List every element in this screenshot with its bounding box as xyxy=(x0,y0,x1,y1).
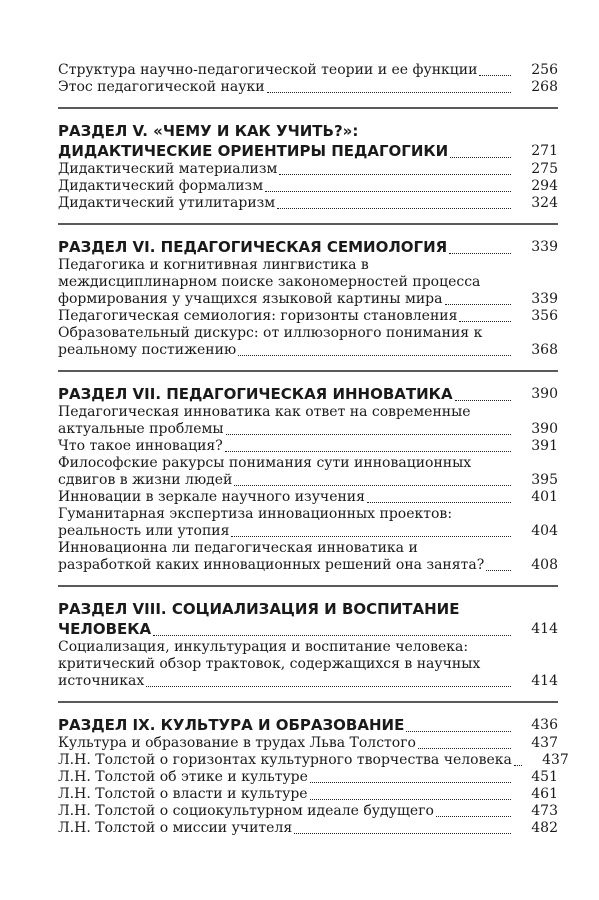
dot-leader xyxy=(234,484,511,486)
toc-entry[interactable] xyxy=(58,308,558,325)
section-heading[interactable] xyxy=(58,599,558,639)
section-title-line: РАЗДЕЛ IX. КУЛЬТУРА И ОБРАЗОВАНИЕ xyxy=(58,716,405,734)
page-number: 268 xyxy=(531,79,558,95)
section-divider xyxy=(58,107,558,109)
page-number: 390 xyxy=(531,386,558,402)
entry-row xyxy=(58,342,558,359)
entry-title-line: Социализация, инкультурация и воспитание человека: xyxy=(58,639,469,655)
toc-entry[interactable] xyxy=(58,786,558,803)
entry-title-line: Дидактический формализм xyxy=(58,178,264,194)
entry-title-line: Философские ракурсы понимания сути инновационных xyxy=(58,455,472,471)
dot-leader xyxy=(310,781,511,783)
dot-leader xyxy=(226,433,511,435)
section-divider xyxy=(58,223,558,225)
page-number: 275 xyxy=(531,161,558,177)
section-title-line: РАЗДЕЛ VIII. СОЦИАЛИЗАЦИЯ И ВОСПИТАНИЕ xyxy=(58,600,460,618)
entry-row xyxy=(58,195,558,212)
entry-title-line: реальному постижению xyxy=(58,342,237,358)
entry-row xyxy=(58,79,558,96)
page-number: 271 xyxy=(531,143,558,159)
entry-title-line: Л.Н. Толстой о миссии учителя xyxy=(58,820,293,836)
entry-title-line: междисциплинарном поиске закономерностей процесса xyxy=(58,274,481,290)
dot-leader xyxy=(367,501,511,503)
toc-entry[interactable] xyxy=(58,820,558,837)
section-divider xyxy=(58,370,558,372)
entry-row xyxy=(58,421,558,438)
toc-entry[interactable] xyxy=(58,752,569,769)
page-number: 324 xyxy=(531,195,558,211)
entry-row xyxy=(58,62,558,79)
entry-title-line: реальность или утопия xyxy=(58,523,230,539)
toc-entry[interactable] xyxy=(58,735,558,752)
dot-leader xyxy=(514,764,522,766)
toc-entry[interactable] xyxy=(58,79,558,96)
entry-row xyxy=(58,523,558,540)
entry-title-line: сдвигов в жизни людей xyxy=(58,472,233,488)
dot-leader xyxy=(294,832,511,834)
section-title-row xyxy=(58,384,558,404)
section-title-line: ДИДАКТИЧЕСКИЕ ОРИЕНТИРЫ ПЕДАГОГИКИ xyxy=(58,142,449,160)
entry-title-line: Дидактический материализм xyxy=(58,161,278,177)
entry-row xyxy=(58,820,558,837)
entry-row xyxy=(58,557,558,574)
section-title-row xyxy=(58,237,558,257)
entry-title-line: источниках xyxy=(58,673,145,689)
dot-leader xyxy=(436,815,511,817)
entry-row xyxy=(58,489,558,506)
page-number: 408 xyxy=(531,557,558,573)
entry-row xyxy=(58,161,558,178)
dot-leader xyxy=(231,535,511,537)
section-title-row xyxy=(58,619,558,639)
section-title-line: РАЗДЕЛ VII. ПЕДАГОГИЧЕСКАЯ ИННОВАТИКА xyxy=(58,385,453,403)
entry-title-line: Этос педагогической науки xyxy=(58,79,265,95)
entry-title-line: Педагогическая инноватика как ответ на современные xyxy=(58,404,471,420)
dot-leader xyxy=(146,685,511,687)
entry-title-line: Образовательный дискурс: от иллюзорного понимания к xyxy=(58,325,483,341)
section-title-row xyxy=(58,141,558,161)
dot-leader xyxy=(406,730,511,732)
toc-entry[interactable] xyxy=(58,803,558,820)
dot-leader xyxy=(445,303,512,305)
dot-leader xyxy=(450,156,511,158)
page-number: 482 xyxy=(531,820,558,836)
toc-entry[interactable] xyxy=(58,195,558,212)
toc-entry[interactable] xyxy=(58,769,558,786)
page-number: 437 xyxy=(542,752,569,768)
section-divider xyxy=(58,585,558,587)
toc-entry[interactable] xyxy=(58,161,558,178)
dot-leader xyxy=(279,173,511,175)
page-number: 391 xyxy=(531,438,558,454)
toc-entry[interactable] xyxy=(58,489,558,506)
page-number: 404 xyxy=(531,523,558,539)
dot-leader xyxy=(153,634,511,636)
entry-title-line: разработкой каких инновационных решений она занята? xyxy=(58,557,485,573)
toc-entry[interactable] xyxy=(58,404,558,438)
section-heading[interactable] xyxy=(58,121,558,161)
toc-entry[interactable] xyxy=(58,455,558,489)
section-title-line: ЧЕЛОВЕКА xyxy=(58,620,152,638)
dot-leader xyxy=(486,569,511,571)
entry-title-line: Педагогика и когнитивная лингвистика в xyxy=(58,257,369,273)
page-number: 339 xyxy=(531,291,558,307)
entry-title-line: Инновации в зеркале научного изучения xyxy=(58,489,365,505)
dot-leader xyxy=(238,354,511,356)
entry-title-line: Гуманитарная экспертиза инновационных проектов: xyxy=(58,506,453,522)
entry-title-line: Педагогическая семиология: горизонты становления xyxy=(58,308,458,324)
section-divider xyxy=(58,701,558,703)
toc-entry[interactable] xyxy=(58,178,558,195)
entry-row xyxy=(58,673,558,690)
entry-row xyxy=(58,308,558,325)
dot-leader xyxy=(418,747,511,749)
toc-entry[interactable] xyxy=(58,506,558,540)
entry-title-line: критический обзор трактовок, содержащихся в научных xyxy=(58,656,481,672)
entry-title-line: Дидактический утилитаризм xyxy=(58,195,276,211)
dot-leader xyxy=(267,91,511,93)
entry-row xyxy=(58,438,558,455)
dot-leader xyxy=(455,399,511,401)
entry-title-line: формирования у учащихся языковой картины мира xyxy=(58,291,443,307)
dot-leader xyxy=(277,207,511,209)
dot-leader xyxy=(449,252,511,254)
dot-leader xyxy=(479,74,511,76)
entry-row xyxy=(58,752,569,769)
page-number: 339 xyxy=(531,239,558,255)
page-number: 401 xyxy=(531,489,558,505)
entry-title-line: Л.Н. Толстой о власти и культуре xyxy=(58,786,308,802)
entry-title-line: Л.Н. Толстой об этике и культуре xyxy=(58,769,308,785)
page-number: 436 xyxy=(531,717,558,733)
toc-entry[interactable] xyxy=(58,62,558,79)
entry-row xyxy=(58,291,558,308)
page-number: 294 xyxy=(531,178,558,194)
toc-entry[interactable] xyxy=(58,257,558,308)
dot-leader xyxy=(225,450,511,452)
entry-title-line: актуальные проблемы xyxy=(58,421,224,437)
entry-row xyxy=(58,769,558,786)
entry-row xyxy=(58,786,558,803)
section-title-line: РАЗДЕЛ VI. ПЕДАГОГИЧЕСКАЯ СЕМИОЛОГИЯ xyxy=(58,238,448,256)
dot-leader xyxy=(265,190,511,192)
page-number: 356 xyxy=(531,308,558,324)
entry-title-line: Л.Н. Толстой о горизонтах культурного творчества человека xyxy=(58,752,512,768)
page-number: 395 xyxy=(531,472,558,488)
toc-entry[interactable] xyxy=(58,325,558,359)
dot-leader xyxy=(310,798,511,800)
dot-leader xyxy=(459,320,511,322)
page-number: 437 xyxy=(531,735,558,751)
entry-row xyxy=(58,803,558,820)
page-number: 390 xyxy=(531,421,558,437)
entry-row xyxy=(58,735,558,752)
toc-entry[interactable] xyxy=(58,639,558,690)
page-number: 461 xyxy=(531,786,558,802)
entry-title-line: Инновационна ли педагогическая инноватика и xyxy=(58,540,418,556)
page-number: 368 xyxy=(531,342,558,358)
entry-row xyxy=(58,472,558,489)
entry-row xyxy=(58,178,558,195)
page-number: 414 xyxy=(531,621,558,637)
section-title-row xyxy=(58,715,558,735)
entry-title-line: Л.Н. Толстой о социокультурном идеале будущего xyxy=(58,803,434,819)
toc-entry[interactable] xyxy=(58,438,558,455)
entry-title-line: Что такое инновация? xyxy=(58,438,223,454)
section-heading[interactable] xyxy=(58,237,558,257)
page-number: 473 xyxy=(531,803,558,819)
page-number: 451 xyxy=(531,769,558,785)
page-number: 414 xyxy=(531,673,558,689)
toc-entry[interactable] xyxy=(58,540,558,574)
page-number: 256 xyxy=(531,62,558,78)
section-heading[interactable] xyxy=(58,384,558,404)
entry-title-line: Культура и образование в трудах Льва Толстого xyxy=(58,735,416,751)
section-heading[interactable] xyxy=(58,715,558,735)
toc-page xyxy=(58,62,569,837)
section-title-line: РАЗДЕЛ V. «ЧЕМУ И КАК УЧИТЬ?»: xyxy=(58,122,359,140)
entry-title-line: Структура научно-педагогической теории и ее функции xyxy=(58,62,478,78)
